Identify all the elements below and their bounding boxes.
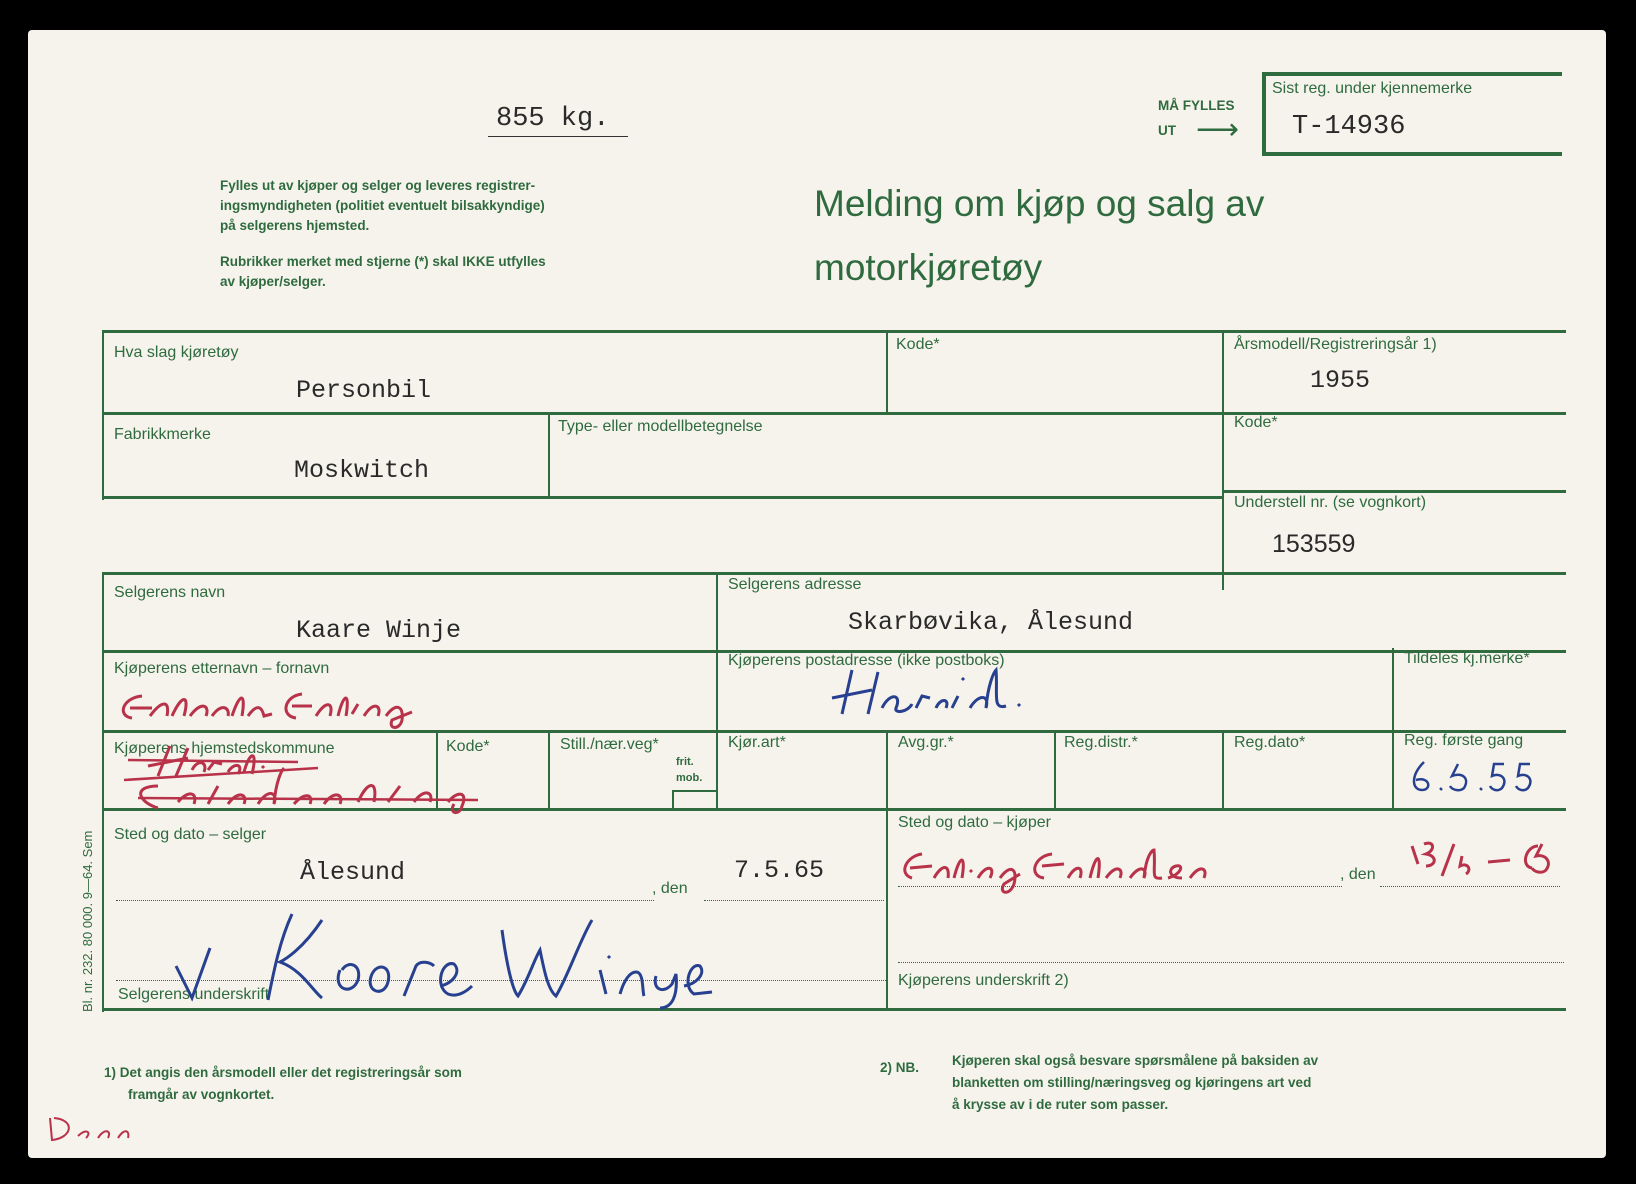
kode3-label: Kode* bbox=[446, 738, 490, 755]
make-label: Fabrikkmerke bbox=[114, 426, 211, 443]
div-regdistr bbox=[1054, 730, 1056, 808]
vehicle-left-edge bbox=[102, 330, 104, 500]
kjorart-label: Kjør.art* bbox=[728, 734, 786, 751]
seller-place-value: Ålesund bbox=[300, 858, 406, 887]
buyer-place-dotted bbox=[898, 886, 1342, 887]
buyer-postal-handwriting bbox=[812, 664, 1052, 724]
vehicle-kode-label: Kode* bbox=[896, 336, 940, 353]
hjemsted-label: Kjøperens hjemstedskommune bbox=[114, 740, 335, 757]
seller-place-label: Sted og dato – selger bbox=[114, 826, 267, 843]
tildeles-label: Tildeles kj.merke* bbox=[1404, 650, 1530, 667]
avggr-label: Avg.gr.* bbox=[898, 734, 954, 751]
make-value: Moskwitch bbox=[294, 456, 430, 485]
still-label: Still./nær.veg* bbox=[560, 736, 659, 753]
buyer-date-handwriting bbox=[1406, 836, 1566, 890]
seller-name-label: Selgerens navn bbox=[114, 584, 226, 601]
frit-mob-checkbox[interactable] bbox=[672, 790, 716, 810]
footnote-2-prefix: 2) NB. bbox=[880, 1060, 920, 1075]
vehicle-type-value: Personbil bbox=[296, 376, 432, 405]
regdato-label: Reg.dato* bbox=[1234, 734, 1306, 751]
seller-date-dotted bbox=[704, 900, 884, 901]
form-title: Melding om kjøp og salg av motorkjøretøy bbox=[814, 183, 1265, 288]
buyer-place-label: Sted og dato – kjøper bbox=[898, 814, 1051, 831]
kode2-label: Kode* bbox=[1234, 414, 1278, 431]
corner-handwriting bbox=[42, 1110, 132, 1146]
reg-value: T-14936 bbox=[1292, 112, 1406, 142]
seller-signature-handwriting bbox=[172, 900, 712, 1010]
out-label: UT bbox=[1158, 123, 1176, 138]
seller-sig-label: Selgerens underskrift bbox=[118, 986, 270, 1003]
weight-value: 855 kg. bbox=[496, 104, 610, 134]
weight-underline bbox=[488, 136, 628, 137]
vehicle-div-model bbox=[548, 412, 550, 498]
chassis-value: 153559 bbox=[1272, 530, 1356, 558]
parties-div-address bbox=[716, 572, 718, 808]
tildeles-div bbox=[1392, 648, 1394, 808]
seller-address-value: Skarbøvika, Ålesund bbox=[848, 608, 1134, 637]
first-reg-handwriting bbox=[1404, 756, 1544, 796]
parties-left-edge bbox=[102, 572, 104, 1012]
buyer-name-label: Kjøperens etternavn – fornavn bbox=[114, 660, 330, 677]
seller-address-label: Selgerens adresse bbox=[728, 576, 862, 593]
buyer-postal-label: Kjøperens postadresse (ikke postboks) bbox=[728, 652, 1005, 669]
regdistr-label: Reg.distr.* bbox=[1064, 734, 1138, 751]
footnote-1: 1) Det angis den årsmodell eller det registreringsår som framgår av vognkortet. bbox=[104, 1065, 462, 1102]
arrow-icon: ⟶ bbox=[1196, 113, 1240, 146]
must-fill-label: MÅ FYLLES bbox=[1158, 98, 1235, 113]
chassis-label: Understell nr. (se vognkort) bbox=[1234, 494, 1427, 511]
vehicle-mid-line bbox=[102, 412, 1566, 415]
vehicle-bottom-line bbox=[102, 496, 1222, 499]
buyer-date-dotted bbox=[1380, 886, 1560, 887]
instructions-block-2: Rubrikker merket med stjerne (*) skal IKKE utfylles av kjøper/selger. bbox=[220, 254, 546, 289]
vehicle-div-right bbox=[1222, 330, 1224, 590]
vehicle-type-label: Hva slag kjøretøy bbox=[114, 344, 239, 361]
model-label: Type- eller modellbetegnelse bbox=[558, 418, 763, 435]
div-avggr bbox=[886, 730, 888, 1010]
year-value: 1955 bbox=[1310, 366, 1371, 395]
seller-date-value: 7.5.65 bbox=[734, 856, 825, 885]
first-reg-label: Reg. første gang bbox=[1404, 732, 1524, 749]
reg-label: Sist reg. under kjennemerke bbox=[1272, 80, 1473, 97]
parties-top-line bbox=[102, 572, 1566, 575]
footnote-2: Kjøperen skal også besvare spørsmålene på baksiden av blanketten om stilling/næringsveg og kjøringens art ved å krysse av i de ruter som passer. bbox=[952, 1053, 1319, 1112]
vehicle-right-line bbox=[1222, 490, 1566, 493]
buyer-place-handwriting bbox=[892, 844, 1252, 900]
vehicle-top-line bbox=[102, 330, 1566, 333]
hjemsted-handwriting bbox=[118, 740, 478, 820]
vehicle-div-kode bbox=[886, 330, 888, 412]
div-still bbox=[548, 730, 550, 808]
mob-label: mob. bbox=[676, 772, 703, 784]
div-regdato bbox=[1222, 730, 1224, 808]
buyer-name-handwriting bbox=[112, 686, 452, 734]
buyer-sig-dotted bbox=[898, 962, 1564, 963]
den-label-1: , den bbox=[652, 880, 688, 897]
form-number-side-text: Bl. nr. 232. 80 000. 9—64. Sem bbox=[80, 830, 95, 1012]
buyer-sig-label: Kjøperens underskrift 2) bbox=[898, 972, 1069, 989]
year-label: Årsmodell/Registreringsår 1) bbox=[1234, 336, 1437, 353]
seller-name-value: Kaare Winje bbox=[296, 616, 462, 645]
instructions-block-1: Fylles ut av kjøper og selger og leveres registrer- ingsmyndigheten (politiet eventuelt bilsakkyndige) på selgerens hjemsted. bbox=[220, 178, 545, 233]
den-label-2: , den bbox=[1340, 866, 1376, 883]
frit-label: frit. bbox=[676, 756, 694, 768]
